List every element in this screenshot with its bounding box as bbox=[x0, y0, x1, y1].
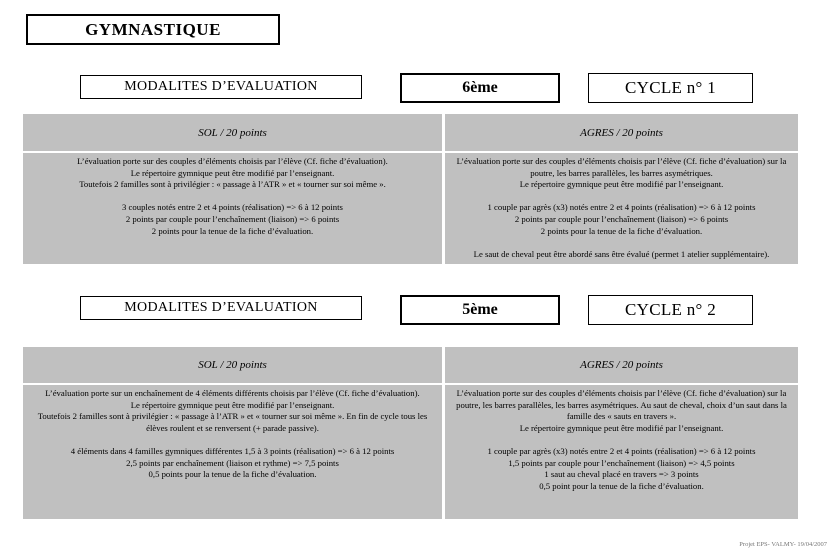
sol-body bbox=[23, 385, 442, 519]
sol-points-line: 0,5 points pour la tenue de la fiche d’évaluation. bbox=[148, 469, 317, 480]
sol-text-line: L’évaluation porte sur des couples d’éléments choisis par l’élève (Cf. fiche d’évaluation). bbox=[77, 156, 388, 166]
agres-text-line: Le répertoire gymnique peut être modifié par l’enseignant. bbox=[519, 179, 724, 190]
modalites-label-5eme: MODALITES D’EVALUATION bbox=[80, 296, 362, 320]
agres-header bbox=[445, 347, 798, 385]
agres-points-line: 1 couple par agrès (x3) notés entre 2 et 4 points (réalisation) => 6 à 12 points bbox=[487, 202, 756, 213]
cycle-1: CYCLE n° 1 bbox=[588, 73, 753, 103]
agres-body bbox=[445, 153, 798, 264]
sol-points-line: 4 éléments dans 4 familles gymniques différentes 1,5 à 3 points (réalisation) => 6 à 12 points bbox=[70, 445, 395, 456]
sol-header bbox=[23, 347, 442, 385]
agres-body bbox=[445, 385, 798, 519]
page-title: GYMNASTIQUE bbox=[26, 14, 280, 45]
agres-points-line: 1,5 points par couple pour l’enchaînement (liaison) => 4,5 points bbox=[508, 457, 735, 468]
sol-header bbox=[23, 114, 442, 153]
agres-points-line: 0,5 point pour la tenue de la fiche d’évaluation. bbox=[539, 480, 704, 491]
sol-points-line: 2 points pour la tenue de la fiche d’évaluation. bbox=[151, 225, 314, 236]
agres-text-line: L’évaluation porte sur des couples d’éléments choisis par l’élève (Cf. fiche d’évaluation) sur la poutre, les barres parallèles, les barres asymétriques. Au saut de cheval, choix d’un saut dans la famille des « sauts en travers ». bbox=[456, 388, 787, 422]
agres-text-line: Le répertoire gymnique peut être modifié par l’enseignant. bbox=[519, 422, 724, 433]
sol-points-line: 3 couples notés entre 2 et 4 points (réalisation) => 6 à 12 points bbox=[122, 202, 343, 213]
agres-note: Le saut de cheval peut être abordé sans être évalué (permet 1 atelier supplémentaire). bbox=[473, 248, 770, 259]
agres-header bbox=[445, 114, 798, 153]
agres-header-text: AGRES / 20 points bbox=[580, 359, 663, 371]
evaluation-table-6eme bbox=[23, 114, 798, 264]
sol-text-line: Le répertoire gymnique peut être modifié par l’enseignant. bbox=[130, 167, 335, 178]
sol-body bbox=[23, 153, 442, 264]
sol-text-line: L’évaluation porte sur un enchaînement de 4 éléments différents choisis par l’élève (Cf. fiche d’évaluation). bbox=[45, 388, 420, 398]
sol-header-text: SOL / 20 points bbox=[198, 126, 267, 139]
agres-text-line: L’évaluation porte sur des couples d’éléments choisis par l’élève (Cf. fiche d’évaluation) sur la poutre, les barres parallèles, les barres asymétriques. bbox=[456, 156, 787, 178]
footer-credit: Projet EPS- VALMY- 19/04/2007 bbox=[739, 541, 827, 548]
modalites-label-6eme: MODALITES D’EVALUATION bbox=[80, 75, 362, 99]
agres-points-line: 2 points par couple pour l’enchaînement (liaison) => 6 points bbox=[514, 213, 729, 224]
agres-points-line: 2 points pour la tenue de la fiche d’évaluation. bbox=[540, 225, 703, 236]
sol-text-line: Toutefois 2 familles sont à privilégier : « passage à l’ATR » et « tourner sur soi même ». En fin de cycle tous les élèves roulent et se renversent (+ parade passive). bbox=[37, 411, 428, 433]
sol-text-line: Le répertoire gymnique peut être modifié par l’enseignant. bbox=[130, 399, 335, 410]
level-6eme: 6ème bbox=[400, 73, 560, 103]
sol-text-line: Toutefois 2 familles sont à privilégier : « passage à l’ATR » et « tourner sur soi même ». bbox=[79, 179, 386, 190]
sol-points-line: 2 points par couple pour l’enchaînement (liaison) => 6 points bbox=[125, 213, 340, 224]
cycle-2: CYCLE n° 2 bbox=[588, 295, 753, 325]
agres-header-text: AGRES / 20 points bbox=[580, 126, 663, 139]
sol-points-line: 2,5 points par enchaînement (liaison et rythme) => 7,5 points bbox=[126, 457, 339, 468]
evaluation-table-5eme bbox=[23, 347, 798, 519]
agres-points-line: 1 couple par agrès (x3) notés entre 2 et 4 points (réalisation) => 6 à 12 points bbox=[487, 445, 756, 456]
agres-points-line: 1 saut au cheval placé en travers => 3 points bbox=[544, 469, 699, 480]
sol-header-text: SOL / 20 points bbox=[198, 359, 267, 371]
level-5eme: 5ème bbox=[400, 295, 560, 325]
